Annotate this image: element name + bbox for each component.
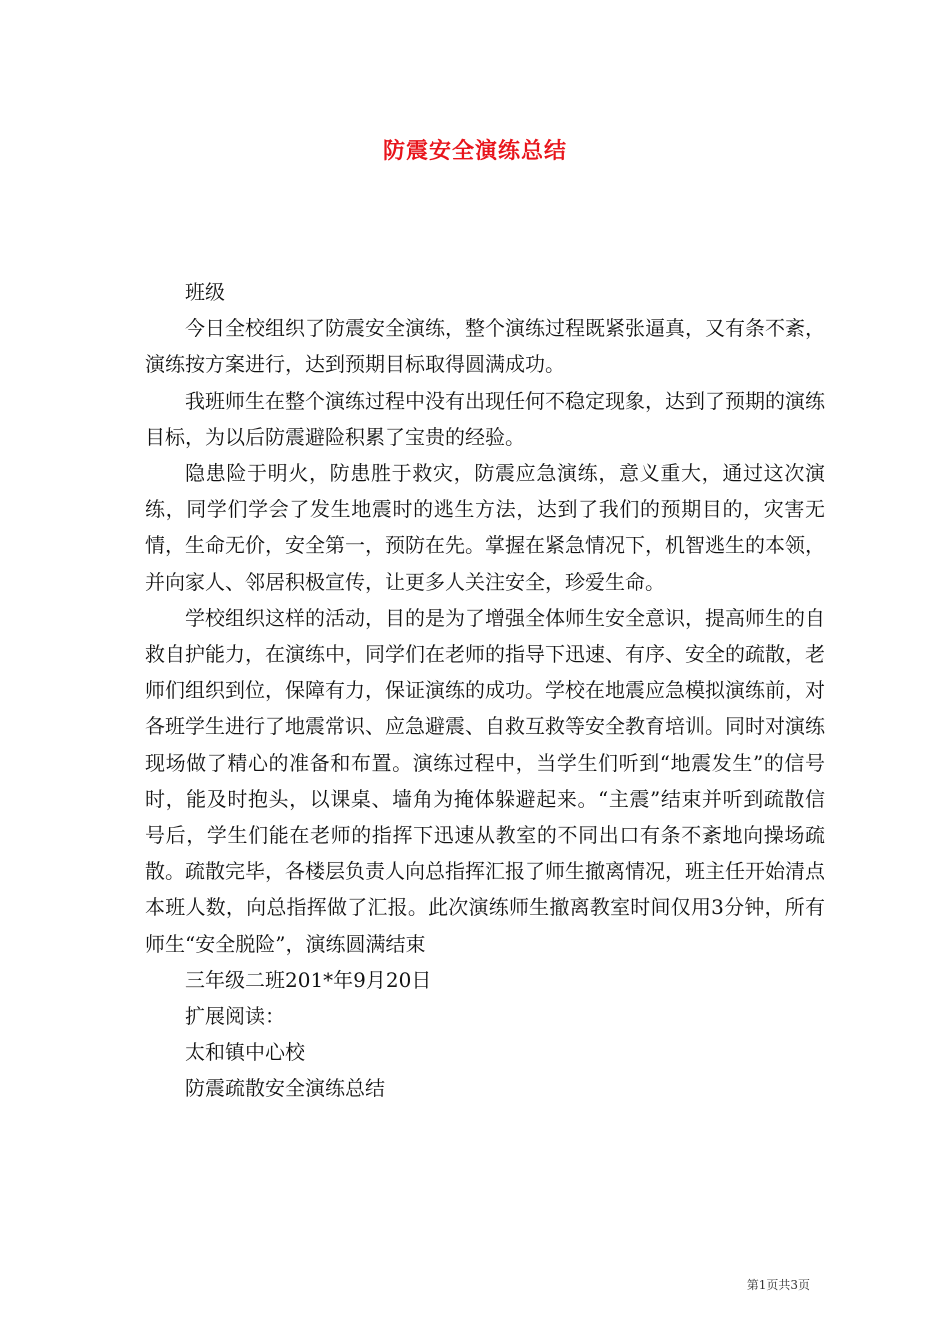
paragraph-class-result: 我班师生在整个演练过程中没有出现任何不稳定现象，达到了预期的演练目标，为以后防震避险积累了宝贵的经验。 (145, 388, 825, 449)
school-name: 太和镇中心校 (185, 1040, 305, 1065)
document-body (145, 274, 825, 1107)
paragraph-intro: 今日全校组织了防震安全演练，整个演练过程既紧张逼真，又有条不紊，演练按方案进行，达到预期目标取得圆满成功。 (145, 316, 825, 377)
extended-reading-label: 扩展阅读： (185, 1004, 285, 1029)
page-number: 第1页共3页 (746, 1278, 810, 1292)
paragraph-school-activity: 学校组织这样的活动，目的是为了增强全体师生安全意识，提高师生的自救自护能力，在演练中，同学们在老师的指导下迅速、有序、安全的疏散，老师们组织到位，保障有力，保证演练的成功。学校在地震应急模拟演练前，对各班学生进行了地震常识、应急避震、自救互救等安全教育培训。同时对演练现场做了精心的准备和布置。演练过程中，当学生们听到“地震发生”的信号时，能及时抱头，以课桌、墙角为掩体躲避起来。“主震”结束并听到疏散信号后，学生们能在老师的指挥下迅速从教室的不同出口有条不紊地向操场疏散。疏散完毕，各楼层负责人向总指挥汇报了师生撤离情况，班主任开始清点本班人数，向总指挥做了汇报。此次演练师生撤离教室时间仅用3分钟，所有师生“安全脱险”，演练圆满结束 (145, 605, 825, 956)
paragraph-significance: 隐患险于明火，防患胜于救灾，防震应急演练，意义重大，通过这次演练，同学们学会了发生地震时的逃生方法，达到了我们的预期目的，灾害无情，生命无价，安全第一，预防在先。掌握在紧急情况下，机智逃生的本领，并向家人、邻居积极宣传，让更多人关注安全，珍爱生命。 (145, 461, 825, 594)
extended-title: 防震疏散安全演练总结 (185, 1076, 385, 1101)
page-title: 防震安全演练总结 (382, 138, 567, 164)
signature-date: 三年级二班201*年9月20日 (185, 967, 432, 992)
class-label: 班级 (185, 280, 225, 304)
